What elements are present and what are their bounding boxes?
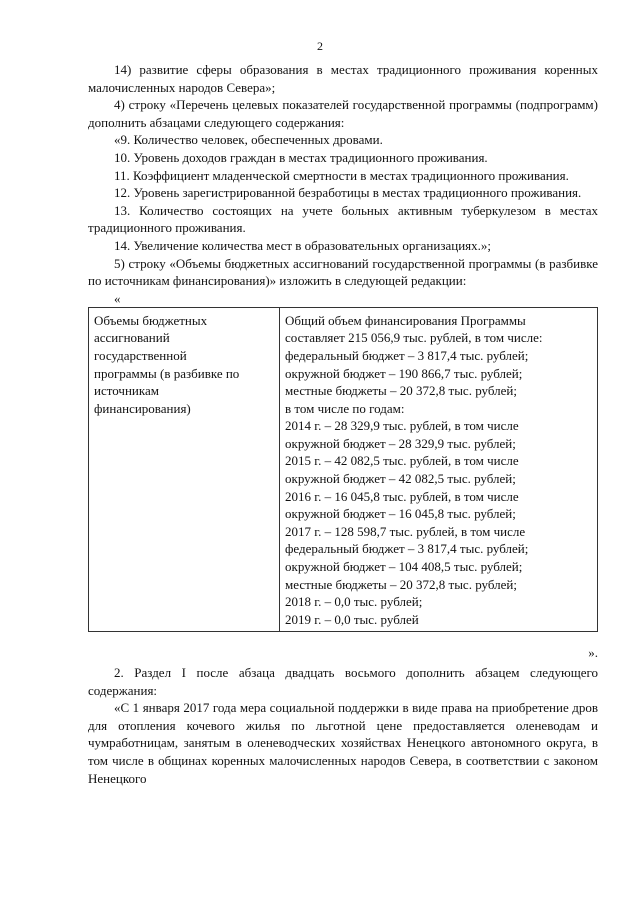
- closing-quote: ».: [588, 645, 598, 661]
- paragraph: 14. Увеличение количества мест в образовательных организациях.»;: [114, 237, 491, 253]
- cell-line: 2018 г. – 0,0 тыс. рублей;: [285, 594, 423, 610]
- cell-line: местные бюджеты – 20 372,8 тыс. рублей;: [285, 383, 517, 399]
- paragraph: 5) строку «Объемы бюджетных ассигнований государственной программы (в разбивке по источникам финансирования)» изложить в следующей редакции:: [88, 255, 598, 289]
- table-cell-value: [280, 307, 598, 632]
- paragraph: 11. Коэффициент младенческой смертности в местах традиционного проживания.: [114, 167, 569, 183]
- table-row: [89, 307, 598, 632]
- cell-line: местные бюджеты – 20 372,8 тыс. рублей;: [285, 576, 517, 592]
- cell-line: 2017 г. – 128 598,7 тыс. рублей, в том числе: [285, 523, 526, 539]
- paragraph: 10. Уровень доходов граждан в местах традиционного проживания.: [114, 149, 488, 165]
- paragraph: 12. Уровень зарегистрированной безработицы в местах традиционного проживания.: [114, 185, 582, 201]
- cell-line: федеральный бюджет – 3 817,4 тыс. рублей;: [285, 347, 529, 363]
- cell-line: окружной бюджет – 104 408,5 тыс. рублей;: [285, 559, 523, 575]
- cell-line: Общий объем финансирования Программы: [285, 312, 526, 328]
- cell-line: 2014 г. – 28 329,9 тыс. рублей, в том числе: [285, 418, 519, 434]
- cell-line: в том числе по годам:: [285, 400, 405, 416]
- paragraph: 2. Раздел I после абзаца двадцать восьмого дополнить абзацем следующего содержания:: [88, 665, 598, 698]
- financing-table: [88, 307, 598, 633]
- table-cell-label: [89, 307, 280, 632]
- cell-line: составляет 215 056,9 тыс. рублей, в том числе:: [285, 330, 543, 346]
- cell-line: 2019 г. – 0,0 тыс. рублей: [285, 611, 419, 627]
- cell-line: 2016 г. – 16 045,8 тыс. рублей, в том числе: [285, 488, 519, 504]
- cell-line: Объемы бюджетных: [94, 312, 208, 328]
- cell-line: 2015 г. – 42 082,5 тыс. рублей, в том числе: [285, 453, 519, 469]
- opening-quote: «: [114, 290, 121, 306]
- paragraph: 13. Количество состоящих на учете больных активным туберкулезом в местах традиционного проживания.: [88, 202, 598, 236]
- cell-line: программы (в разбивке по: [94, 365, 240, 381]
- cell-line: источникам: [94, 383, 159, 399]
- cell-line: финансирования): [94, 400, 191, 416]
- cell-line: государственной: [94, 347, 187, 363]
- cell-line: федеральный бюджет – 3 817,4 тыс. рублей;: [285, 541, 529, 557]
- cell-line: ассигнований: [94, 330, 170, 346]
- paragraph: 4) строку «Перечень целевых показателей государственной программы (подпрограмм) дополнить абзацами следующего содержания:: [88, 97, 598, 130]
- cell-line: окружной бюджет – 190 866,7 тыс. рублей;: [285, 365, 523, 381]
- paragraph: «9. Количество человек, обеспеченных дровами.: [114, 132, 383, 148]
- cell-line: окружной бюджет – 16 045,8 тыс. рублей;: [285, 506, 516, 522]
- cell-line: окружной бюджет – 42 082,5 тыс. рублей;: [285, 471, 516, 487]
- page-number: 2: [317, 39, 323, 53]
- paragraph: 14) развитие сферы образования в местах традиционного проживания коренных малочисленных народов Севера»;: [88, 62, 598, 95]
- cell-line: окружной бюджет – 28 329,9 тыс. рублей;: [285, 435, 516, 451]
- document-body: [88, 61, 598, 787]
- paragraph: «С 1 января 2017 года мера социальной поддержки в виде права на приобретение дров для отопления кочевого жилья по льготной цене предоставляется оленеводам и чумработницам, занятым в оленеводческих хозяйствах Ненецкого автономного округа, в том числе в общинах коренных малочисленных народов Севера, в соответствии с законом Ненецкого: [88, 700, 598, 786]
